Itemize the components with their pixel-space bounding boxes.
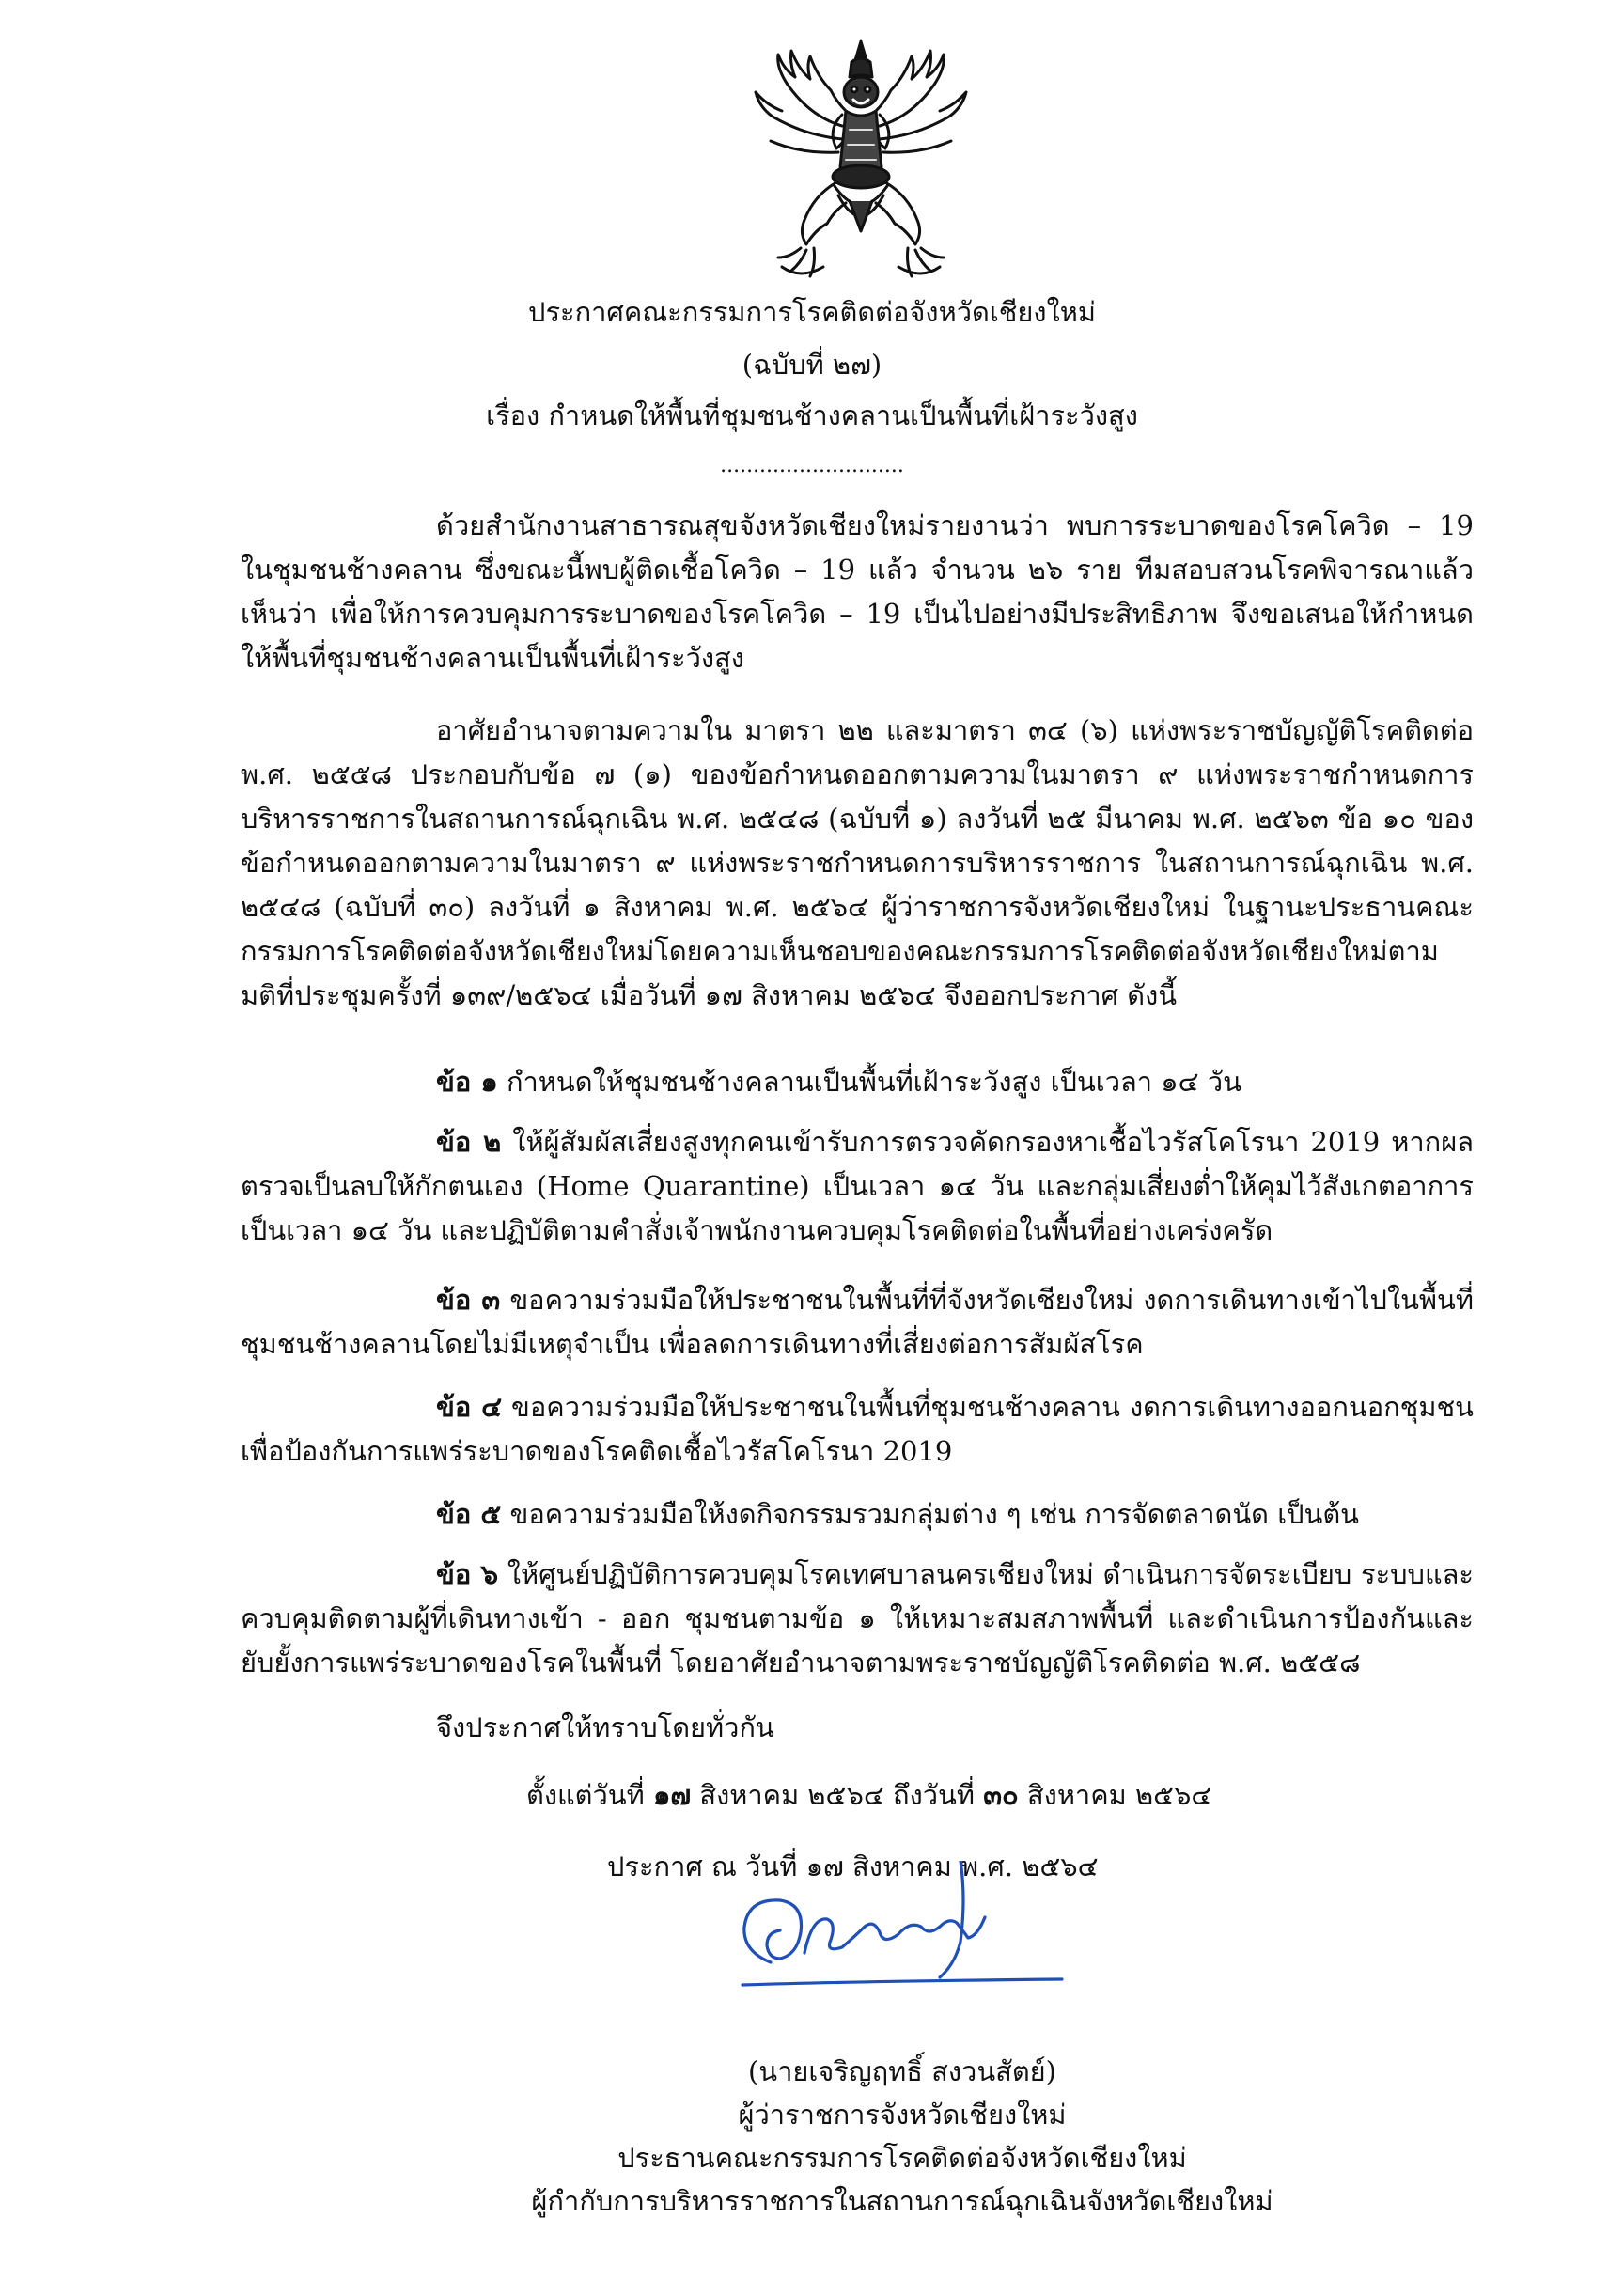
effective-suffix: สิงหาคม ๒๕๖๔	[1018, 1779, 1212, 1811]
signer-name: (นายเจริญฤทธิ์ สงวนสัตย์)	[747, 2055, 1056, 2087]
clause-text: ให้ผู้สัมผัสเสี่ยงสูงทุกคนเข้ารับการตรวจคัดกรองหาเชื้อไวรัสโคโรนา 2019 หากผลตรวจเป็นลบให้กักตนเอง (Home Quarantine) เป็นเวลา ๑๔ วัน และกลุ่มเสี่ยงต่ำให้คุมไว้สังเกตอาการ เป็นเวลา ๑๔ วัน และปฏิบัติตามคำสั่งเจ้าพนักงานควบคุมโรคติดต่อในพื้นที่อย่างเคร่งครัด	[241, 1126, 1474, 1246]
clause-4	[241, 1385, 1474, 1474]
issue-number: (ฉบับที่ ๒๗)	[742, 349, 882, 381]
garuda-emblem-icon	[744, 36, 977, 288]
signer-position-governor: ผู้ว่าราชการจังหวัดเชียงใหม่	[738, 2099, 1067, 2131]
signer-position-supervisor: ผู้กำกับการบริหารราชการในสถานการณ์ฉุกเฉินจังหวัดเชียงใหม่	[531, 2185, 1273, 2217]
clause-text: ขอความร่วมมือให้ประชาชนในพื้นที่ที่จังหวัดเชียงใหม่ งดการเดินทางเข้าไปในพื้นที่ชุมชนช้างคลานโดยไม่มีเหตุจำเป็น เพื่อลดการเดินทางที่เสี่ยงต่อการสัมผัสโรค	[241, 1284, 1474, 1360]
clause-label: ข้อ ๒	[436, 1126, 502, 1158]
clause-label: ข้อ ๖	[436, 1558, 499, 1590]
announcement-subject: เรื่อง กำหนดให้พื้นที่ชุมชนช้างคลานเป็นพื้นที่เฝ้าระวังสูง	[486, 399, 1138, 431]
handwritten-signature	[714, 1861, 1090, 2011]
clause-text: ให้ศูนย์ปฏิบัติการควบคุมโรคเทศบาลนครเชียงใหม่ ดำเนินการจัดระเบียบ ระบบและควบคุมติดตามผู้ที่เดินทางเข้า - ออก ชุมชนตามข้อ ๑ ให้เหมาะสมสภาพพื้นที่ และดำเนินการป้องกันและยับยั้งการแพร่ระบาดของโรคในพื้นที่ โดยอาศัยอำนาจตามพระราชบัญญัติโรคติดต่อ พ.ศ. ๒๕๕๘	[241, 1558, 1474, 1679]
effective-mid: สิงหาคม ๒๕๖๔ ถึงวันที่	[691, 1779, 984, 1811]
paragraph-authority: อาศัยอำนาจตามความใน มาตรา ๒๒ และมาตรา ๓๔ (๖) แห่งพระราชบัญญัติโรคติดต่อ พ.ศ. ๒๕๕๘ ประกอบกับข้อ ๗ (๑) ของข้อกำหนดออกตามความในมาตรา ๙ แห่งพระราชกำหนดการบริหารราชการในสถานการณ์ฉุกเฉิน พ.ศ. ๒๕๔๘ (ฉบับที่ ๑) ลงวันที่ ๒๕ มีนาคม พ.ศ. ๒๕๖๓ ข้อ ๑๐ ของข้อกำหนดออกตามความในมาตรา ๙ แห่งพระราชกำหนดการบริหารราชการ ในสถานการณ์ฉุกเฉิน พ.ศ. ๒๕๔๘ (ฉบับที่ ๓๐) ลงวันที่ ๑ สิงหาคม พ.ศ. ๒๕๖๔ ผู้ว่าราชการจังหวัดเชียงใหม่ ในฐานะประธานคณะกรรมการโรคติดต่อจังหวัดเชียงใหม่โดยความเห็นชอบของคณะกรรมการโรคติดต่อจังหวัดเชียงใหม่ตามมติที่ประชุมครั้งที่ ๑๓๙/๒๕๖๔ เมื่อวันที่ ๑๗ สิงหาคม ๒๕๖๔ จึงออกประกาศ ดังนี้	[241, 714, 1474, 1011]
effective-prefix: ตั้งแต่วันที่	[526, 1779, 653, 1811]
clause-label: ข้อ ๑	[436, 1066, 498, 1098]
paragraph-background: ด้วยสำนักงานสาธารณสุขจังหวัดเชียงใหม่รายงานว่า พบการระบาดของโรคโควิด – 19 ในชุมชนช้างคลาน ซึ่งขณะนี้พบผู้ติดเชื้อโควิด – 19 แล้ว จำนวน ๒๖ ราย ทีมสอบสวนโรคพิจารณาแล้วเห็นว่า เพื่อให้การควบคุมการระบาดของโรคโควิด – 19 เป็นไปอย่างมีประสิทธิภาพ จึงขอเสนอให้กำหนดให้พื้นที่ชุมชนช้างคลานเป็นพื้นที่เฝ้าระวังสูง	[241, 509, 1474, 674]
closing-statement: จึงประกาศให้ทราบโดยทั่วกัน	[436, 1711, 774, 1743]
clause-3	[241, 1278, 1474, 1366]
effective-end-day: ๓๐	[983, 1779, 1019, 1811]
clause-text: ขอความร่วมมือให้งดกิจกรรมรวมกลุ่มต่าง ๆ เช่น การจัดตลาดนัด เป็นต้น	[501, 1498, 1359, 1530]
clause-label: ข้อ ๓	[436, 1284, 501, 1316]
effective-period	[526, 1776, 1211, 1814]
clause-1	[241, 1060, 1474, 1104]
announcement-date: ประกาศ ณ วันที่ ๑๗ สิงหาคม พ.ศ. ๒๕๖๔	[607, 1851, 1099, 1882]
clause-2	[241, 1120, 1474, 1253]
clause-text: ขอความร่วมมือให้ประชาชนในพื้นที่ชุมชนช้างคลาน งดการเดินทางออกนอกชุมชนเพื่อป้องกันการแพร่ระบาดของโรคติดเชื้อไวรัสโคโรนา 2019	[241, 1391, 1474, 1467]
clause-5	[241, 1492, 1474, 1537]
separator-dots: ............................	[720, 454, 904, 477]
announcement-title: ประกาศคณะกรรมการโรคติดต่อจังหวัดเชียงใหม่	[528, 296, 1096, 328]
clause-6	[241, 1553, 1474, 1685]
clause-label: ข้อ ๔	[436, 1391, 503, 1423]
clause-text: กำหนดให้ชุมชนช้างคลานเป็นพื้นที่เฝ้าระวังสูง เป็นเวลา ๑๔ วัน	[497, 1066, 1241, 1098]
clause-label: ข้อ ๕	[436, 1498, 502, 1530]
effective-start-day: ๑๗	[652, 1779, 692, 1811]
signer-position-chair: ประธานคณะกรรมการโรคติดต่อจังหวัดเชียงใหม่	[617, 2142, 1187, 2174]
